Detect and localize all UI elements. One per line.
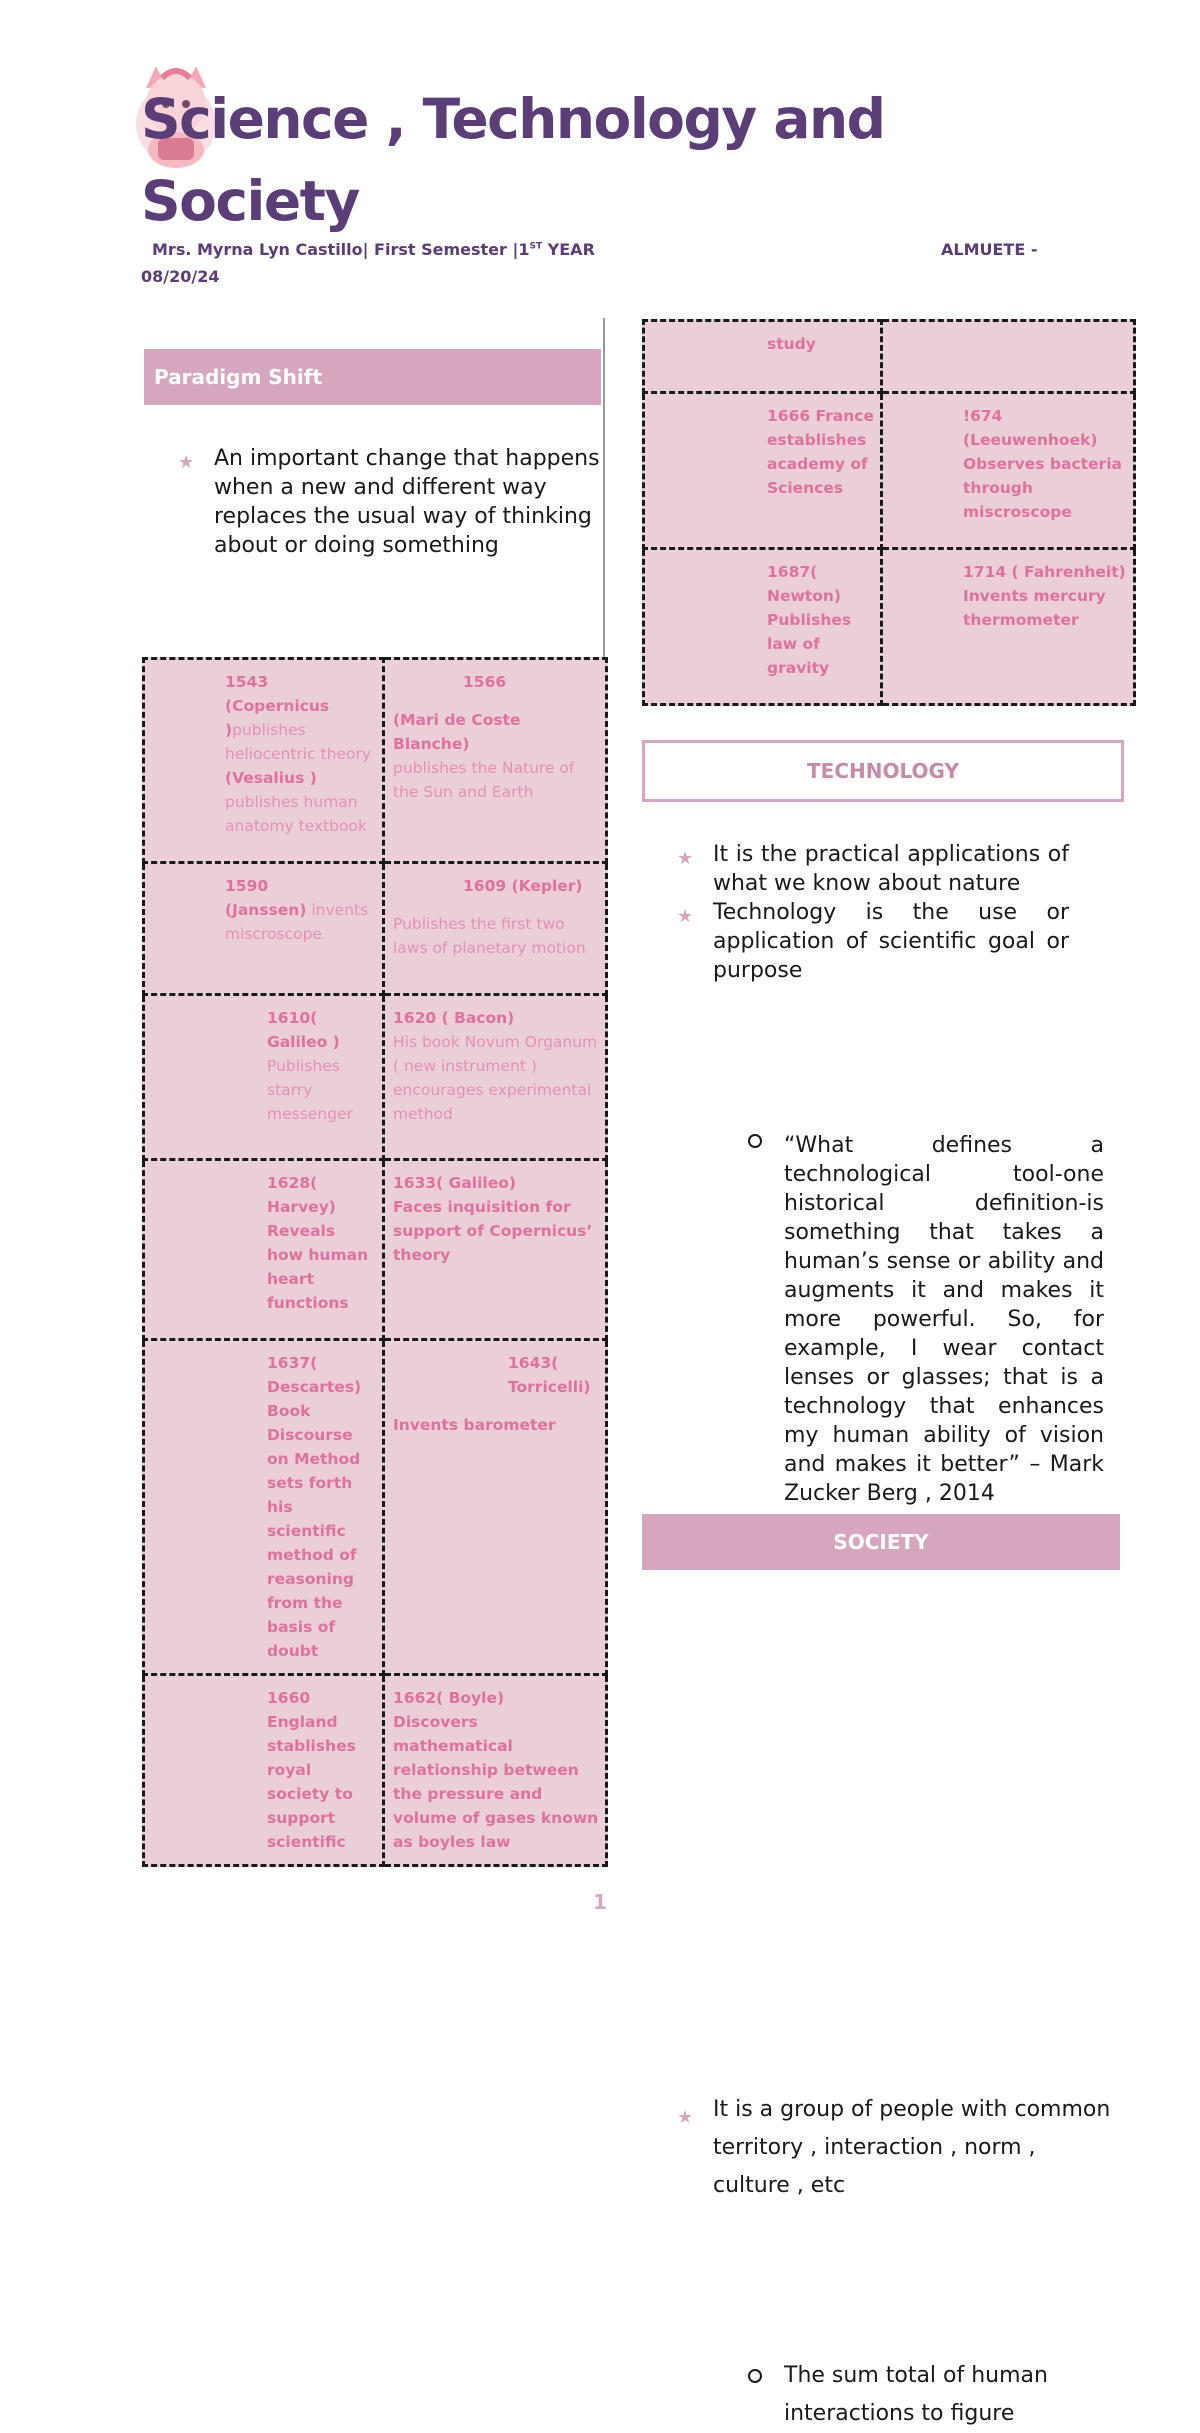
timeline-cell xyxy=(384,1675,607,1866)
table-row xyxy=(644,321,1135,393)
paradigm-definition: An important change that happens when a new and different way replaces the usual way of thinking about or doing something xyxy=(214,446,600,558)
year-superscript: ST xyxy=(529,241,543,252)
timeline-cell xyxy=(144,1675,384,1866)
event-year: 1609 (Kepler) xyxy=(463,877,583,895)
timeline-cell xyxy=(144,1340,384,1675)
event-year: 1643( Torricelli) xyxy=(508,1354,591,1396)
event-year: 1543 xyxy=(225,673,269,691)
timeline-cell xyxy=(144,659,384,863)
timeline-cell: study xyxy=(644,321,882,393)
society-bullet xyxy=(677,2091,1113,2205)
event-year: 1662( Boyle) xyxy=(393,1689,505,1707)
event-text: Publishes the first two laws of planetary motion xyxy=(393,915,586,957)
table-row xyxy=(644,393,1135,549)
timeline-cell xyxy=(384,863,607,995)
circle-bullet-icon xyxy=(748,2369,762,2383)
timeline-cell xyxy=(882,321,1135,393)
society-subpoint: The sum total of human interactions to figure xyxy=(784,2363,1048,2426)
event-year: 1637( Descartes) xyxy=(267,1354,362,1396)
society-heading: SOCIETY xyxy=(642,1514,1120,1570)
title-line-2: Society xyxy=(141,169,359,233)
circle-bullet-icon xyxy=(748,1134,762,1148)
title-line-1: Science , Technology and xyxy=(141,87,885,151)
event-year: 1566 xyxy=(463,673,507,691)
page-title xyxy=(141,78,921,242)
timeline-cell xyxy=(144,1160,384,1340)
page-number: 1 xyxy=(593,1890,607,1914)
quote-item xyxy=(748,1131,1104,1508)
technology-definition: It is the practical applications of what we know about nature xyxy=(713,842,1069,896)
event-text: England stablishes royal society to support scientific xyxy=(267,1713,356,1851)
timeline-table-left xyxy=(142,657,608,1867)
timeline-table-right xyxy=(642,319,1136,706)
table-row xyxy=(644,549,1135,705)
society-definition: It is a group of people with common territory , interaction , norm , culture , etc xyxy=(713,2097,1111,2198)
star-bullet-icon: ★ xyxy=(178,452,195,473)
table-row xyxy=(144,659,607,863)
list-item xyxy=(677,840,1069,898)
list-item xyxy=(677,898,1069,985)
event-text: publishes human anatomy textbook xyxy=(225,793,367,835)
event-year: 1628( Harvey) xyxy=(267,1174,336,1216)
event-text: Discovers mathematical relationship between the pressure and volume of gases known as boyles law xyxy=(393,1713,599,1851)
event-year: 1620 ( Bacon) xyxy=(393,1009,515,1027)
event-year: 1590 xyxy=(225,877,269,895)
event-actor: (Mari de Coste Blanche) xyxy=(393,711,521,753)
timeline-cell: 1714 ( Fahrenheit) Invents mercury thermometer xyxy=(882,549,1135,705)
zuckerberg-quote: “What defines a technological tool-one historical definition-is something that takes a human’s sense or ability and augments it and makes it more powerful. So, for example, I wear contact lenses or glasses; that is a technology that enhances my human ability of vision and makes it better” – Mark Zucker Berg , 2014 xyxy=(784,1133,1104,1506)
table-row xyxy=(144,1160,607,1340)
timeline-cell xyxy=(384,1160,607,1340)
star-bullet-icon: ★ xyxy=(677,848,694,869)
technology-definition: Technology is the use or application of scientific goal or purpose xyxy=(713,900,1069,983)
event-text: Invents barometer xyxy=(393,1416,556,1434)
timeline-cell: !674 (Leeuwenhoek) Observes bacteria through miscroscope xyxy=(882,393,1135,549)
year-label: YEAR xyxy=(542,240,595,259)
paradigm-bullet xyxy=(178,444,614,560)
event-text: Book Discourse on Method sets forth his scientific method of reasoning from the basis of doubt xyxy=(267,1402,361,1660)
timeline-cell xyxy=(144,995,384,1160)
date-label: 08/20/24 xyxy=(141,267,220,286)
timeline-cell: 1687( Newton) Publishes law of gravity xyxy=(644,549,882,705)
technology-heading: TECHNOLOGY xyxy=(642,740,1124,802)
event-text: publishes heliocentric theory xyxy=(225,721,372,763)
technology-bullets xyxy=(677,840,1069,985)
star-bullet-icon: ★ xyxy=(677,2107,694,2128)
author-semester: Mrs. Myrna Lyn Castillo| First Semester |1 xyxy=(152,240,530,259)
author-line xyxy=(152,240,595,259)
timeline-cell xyxy=(384,659,607,863)
paradigm-heading: Paradigm Shift xyxy=(144,349,601,405)
event-text: Faces inquisition for support of Copernicus’ theory xyxy=(393,1198,593,1264)
event-year: 1660 xyxy=(267,1689,311,1707)
table-row xyxy=(144,863,607,995)
timeline-cell: 1666 France establishes academy of Sciences xyxy=(644,393,882,549)
timeline-cell xyxy=(144,863,384,995)
event-year: 1610( Galileo ) xyxy=(267,1009,340,1051)
event-year: 1633( Galileo) xyxy=(393,1174,516,1192)
event-actor: (Copernicus ) xyxy=(225,697,330,739)
table-row xyxy=(144,995,607,1160)
timeline-cell xyxy=(384,995,607,1160)
event-text: invents miscroscope xyxy=(225,901,369,943)
event-text: Publishes starry messenger xyxy=(267,1057,353,1123)
society-sub-item xyxy=(748,2357,1094,2433)
star-bullet-icon: ★ xyxy=(677,906,694,927)
event-actor: (Janssen) xyxy=(225,901,307,919)
table-row xyxy=(144,1340,607,1675)
event-actor: (Vesalius ) xyxy=(225,769,317,787)
timeline-cell xyxy=(384,1340,607,1675)
author-surname: ALMUETE - xyxy=(941,240,1038,259)
event-text: His book Novum Organum ( new instrument ) encourages experimental method xyxy=(393,1033,598,1123)
table-row xyxy=(144,1675,607,1866)
event-text: Reveals how human heart functions xyxy=(267,1222,369,1312)
event-text: publishes the Nature of the Sun and Earth xyxy=(393,759,575,801)
